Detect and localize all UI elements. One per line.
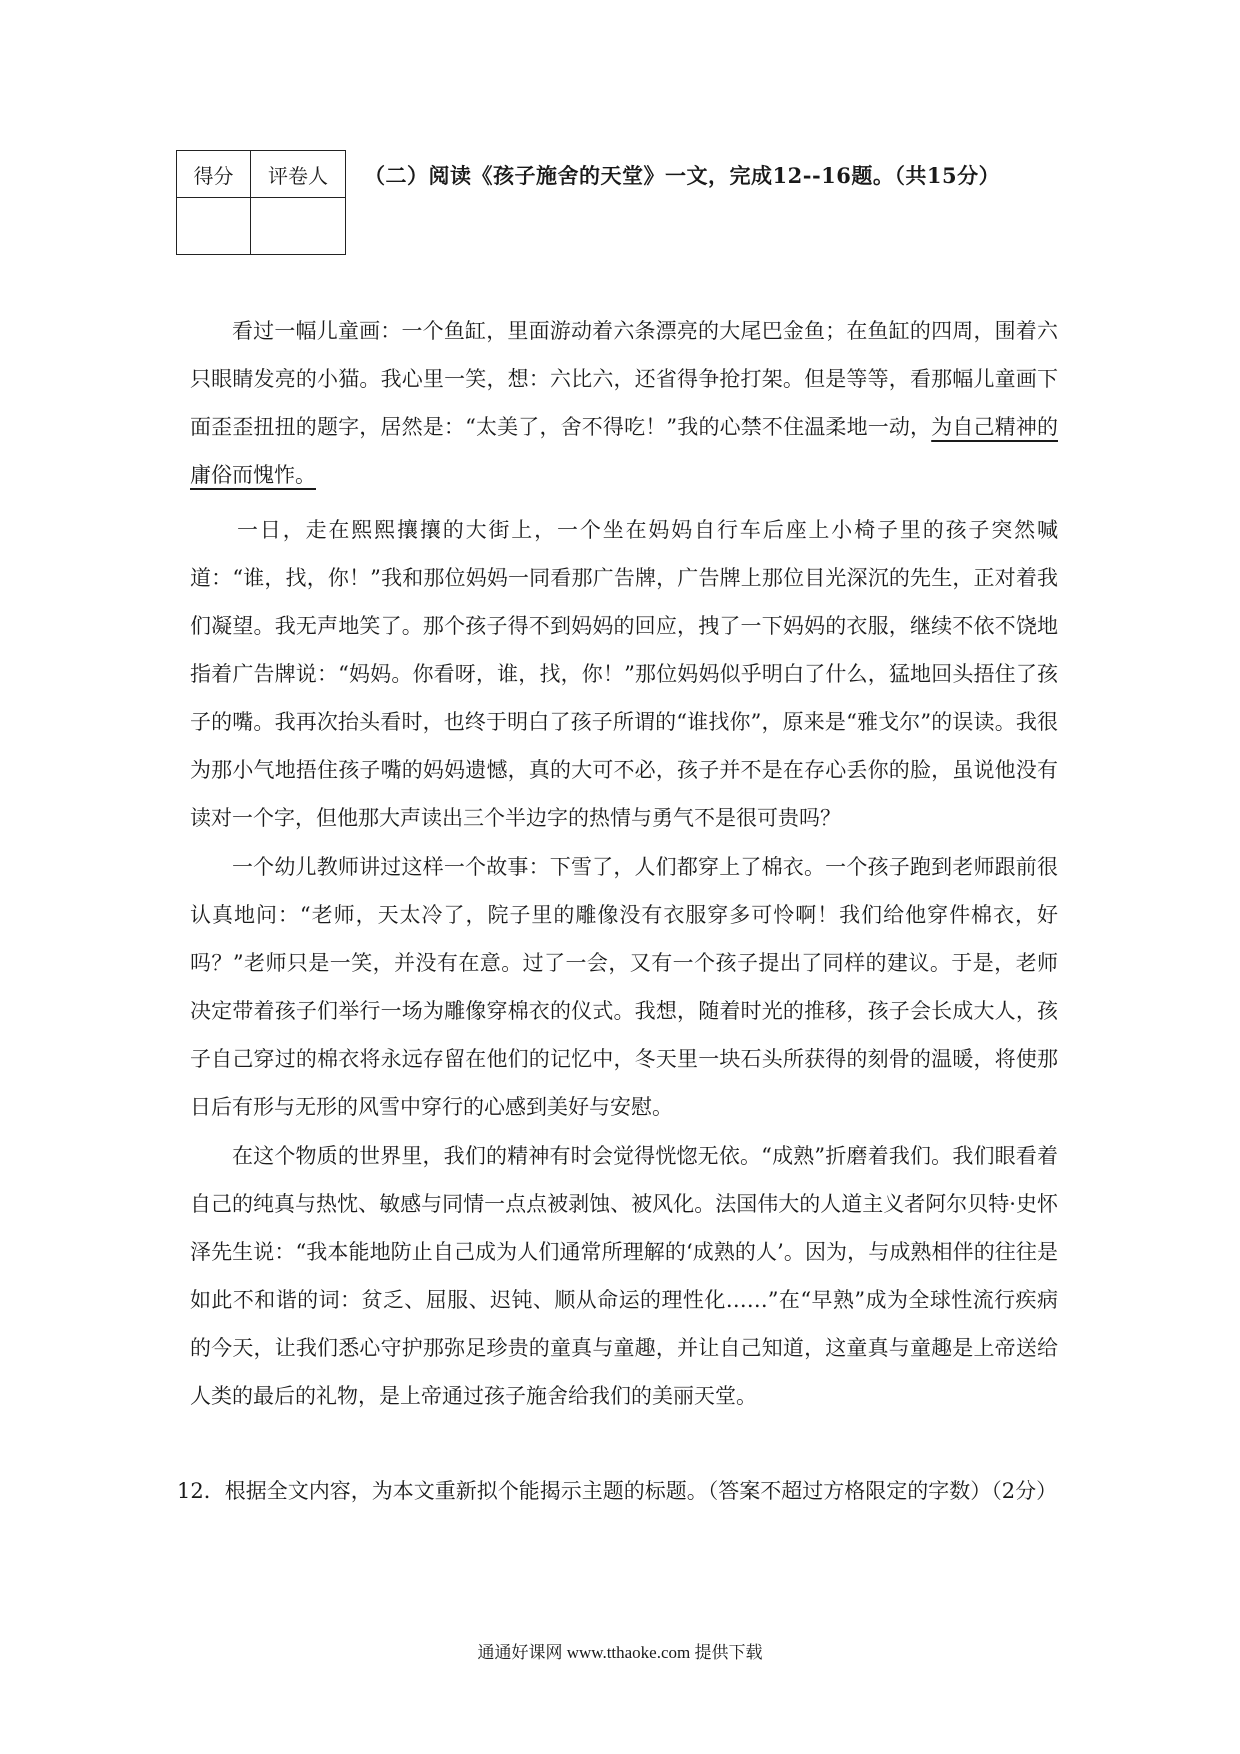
- essay-paragraph-4: 在这个物质的世界里，我们的精神有时会觉得恍惚无依。“成熟”折磨着我们。我们眼看着自己的纯真与热忱、敏感与同情一点点被剥蚀、被风化。法国伟大的人道主义者阿尔贝特·史怀泽先生说：“我本能地防止自己成为人们通常所理解的‘成熟的人’。因为，与成熟相伴的往往是如此不和谐的词：贫乏、屈服、迟钝、顺从命运的理性化……”在“早熟”成为全球性流行疾病的今天，让我们悉心守护那弥足珍贵的童真与童趣，并让自己知道，这童真与童趣是上帝送给人类的最后的礼物，是上帝通过孩子施舍给我们的美丽天堂。: [190, 1144, 1058, 1408]
- reviewer-blank-cell[interactable]: [251, 198, 346, 255]
- score-table-blank-row: [177, 198, 346, 255]
- section-heading: （二）阅读《孩子施舍的天堂》一文，完成12--16题。（共15分）: [364, 163, 1001, 188]
- essay-paragraph-3: 一个幼儿教师讲过这样一个故事：下雪了，人们都穿上了棉衣。一个孩子跑到老师跟前很认真地问：“老师，天太冷了，院子里的雕像没有衣服穿多可怜啊！我们给他穿件棉衣，好吗？”老师只是一笑，并没有在意。过了一会，又有一个孩子提出了同样的建议。于是，老师决定带着孩子们举行一场为雕像穿棉衣的仪式。我想，随着时光的推移，孩子会长成大人，孩子自己穿过的棉衣将永远存留在他们的记忆中，冬天里一块石头所获得的刻骨的温暖，将使那日后有形与无形的风雪中穿行的心感到美好与安慰。: [190, 855, 1058, 1119]
- essay-paragraph-1: [190, 307, 1058, 499]
- question-12-text: 12．根据全文内容，为本文重新拟个能揭示主题的标题。（答案不超过方格限定的字数）（2分）: [177, 1479, 1058, 1503]
- score-header-cell: 得分: [177, 151, 251, 198]
- page-footer: 通通好课网 www.tthaoke.com 提供下载: [477, 1643, 763, 1662]
- essay-paragraph-1-text: 看过一幅儿童画：一个鱼缸，里面游动着六条漂亮的大尾巴金鱼；在鱼缸的四周，围着六只眼睛发亮的小猫。我心里一笑，想：六比六，还省得争抢打架。但是等等，看那幅儿童画下面歪歪扭扭的题字，居然是：“太美了，舍不得吃！”我的心禁不住温柔地一动，: [190, 319, 1058, 439]
- reviewer-header-cell: 评卷人: [251, 151, 346, 198]
- score-table-header-row: [177, 151, 346, 198]
- essay-paragraph-2: 一日，走在熙熙攘攘的大街上，一个坐在妈妈自行车后座上小椅子里的孩子突然喊道：“谁，找，你！”我和那位妈妈一同看那广告牌，广告牌上那位目光深沉的先生，正对着我们凝望。我无声地笑了。那个孩子得不到妈妈的回应，拽了一下妈妈的衣服，继续不依不饶地指着广告牌说：“妈妈。你看呀，谁，找，你！”那位妈妈似乎明白了什么，猛地回头捂住了孩子的嘴。我再次抬头看时，也终于明白了孩子所谓的“谁找你”，原来是“雅戈尔”的误读。我很为那小气地捂住孩子嘴的妈妈遗憾，真的大可不必，孩子并不是在存心丢你的脸，虽说他没有读对一个字，但他那大声读出三个半边字的热情与勇气不是很可贵吗？: [190, 518, 1058, 830]
- score-table: [176, 150, 346, 255]
- question-12: [177, 1467, 1057, 1515]
- score-blank-cell[interactable]: [177, 198, 251, 255]
- essay-body: [190, 307, 1058, 1420]
- underlined-sentence: 为自己精神的庸俗而愧怍。: [190, 415, 1058, 487]
